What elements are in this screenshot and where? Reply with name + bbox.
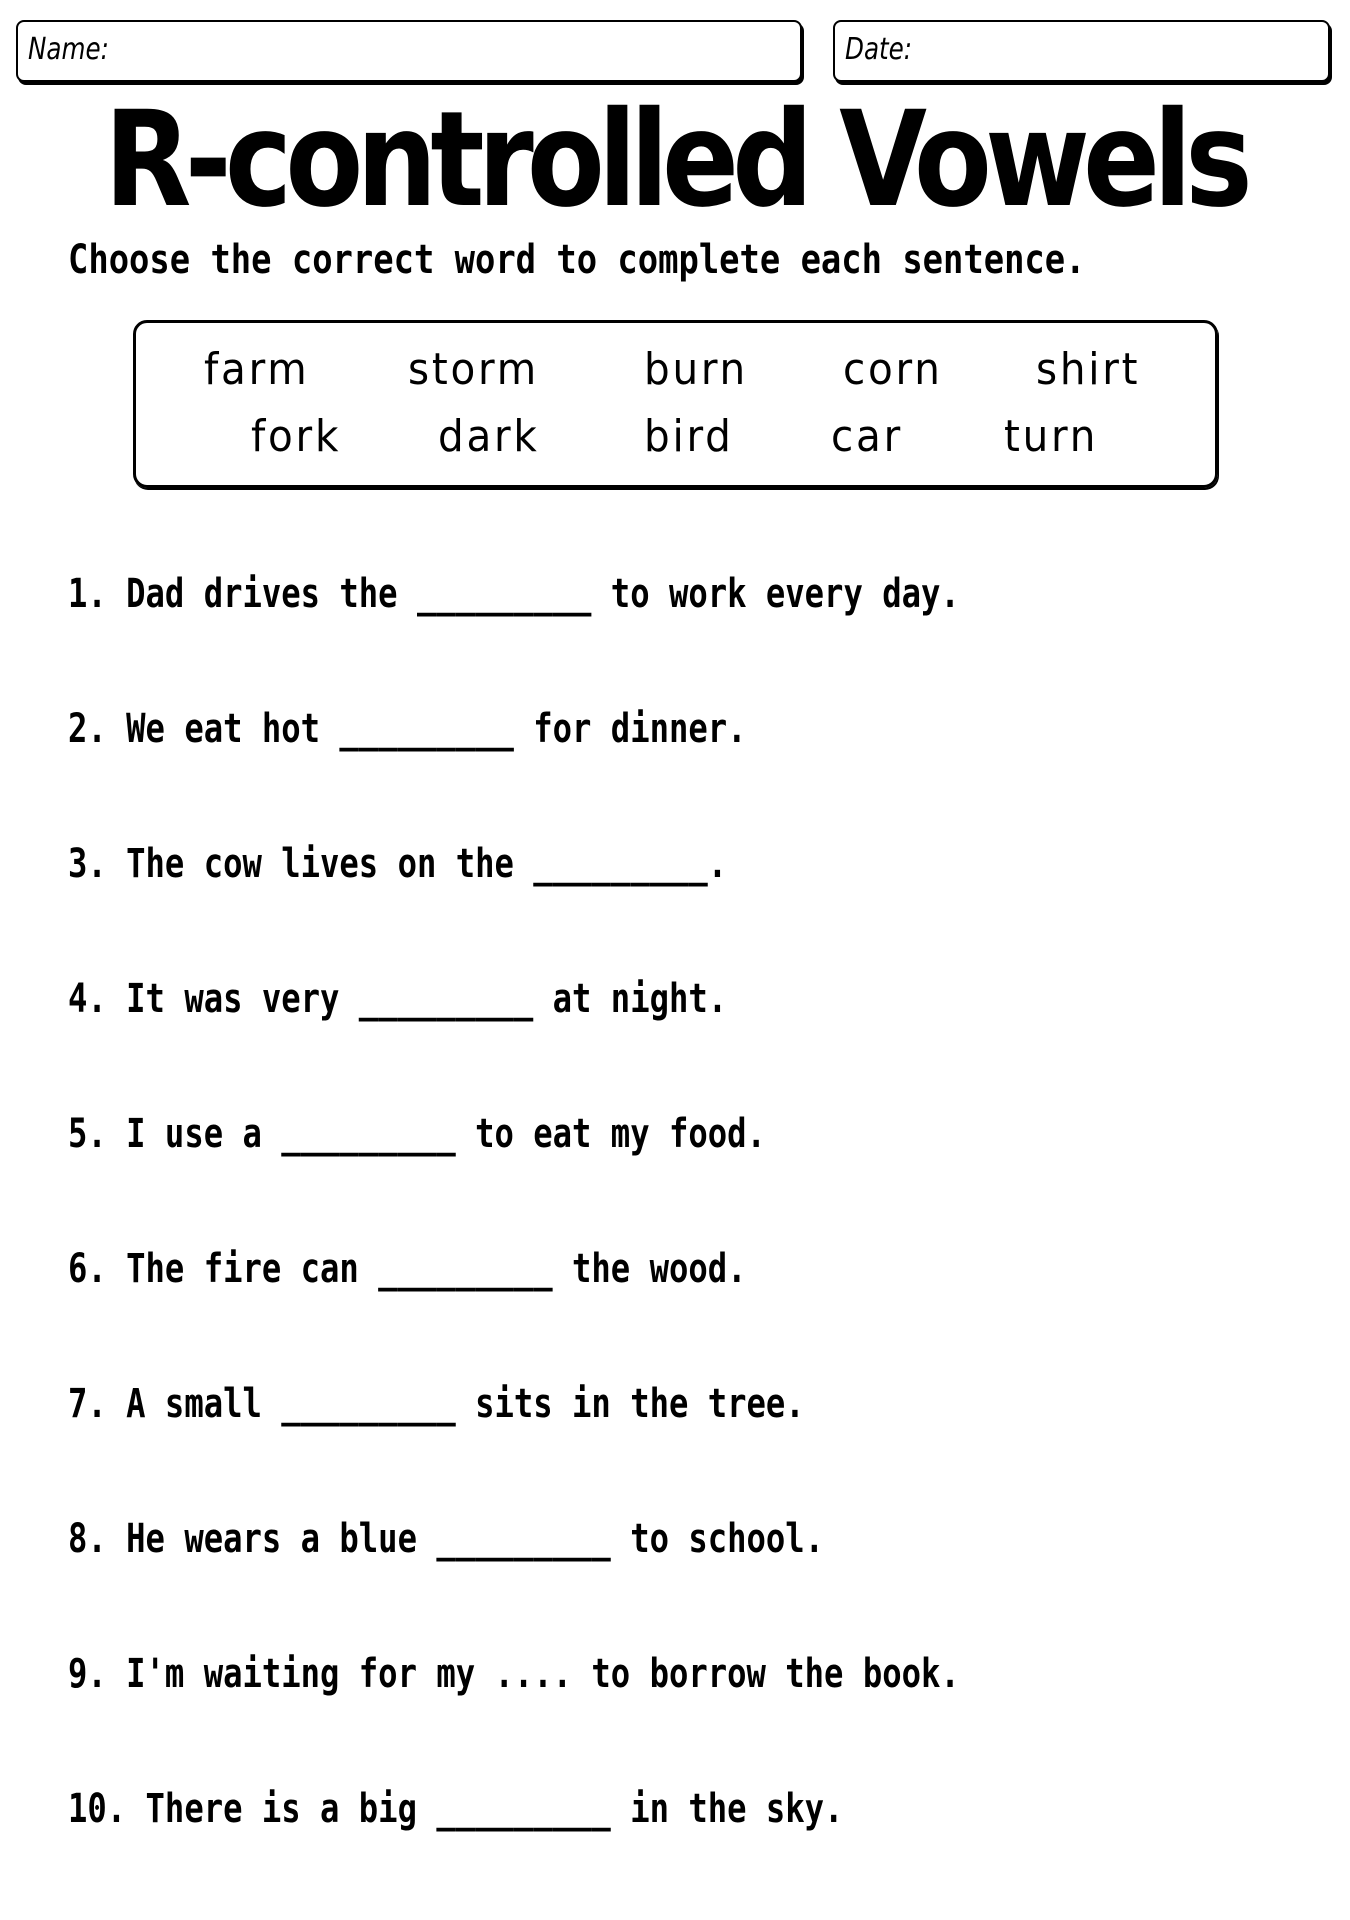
word-bank-item: turn <box>1004 411 1099 462</box>
sentence-10: 10. There is a big _________ in the sky. <box>68 1786 844 1832</box>
word-bank-item: fork <box>251 411 342 462</box>
word-bank-item: burn <box>644 344 748 395</box>
name-label: Name: <box>28 32 109 67</box>
date-label: Date: <box>845 32 913 67</box>
word-bank-item: dark <box>438 411 540 462</box>
sentence-5: 5. I use a _________ to eat my food. <box>68 1111 766 1157</box>
instructions: Choose the correct word to complete each sentence. <box>68 237 1086 283</box>
word-bank-item: shirt <box>1036 344 1141 395</box>
sentence-9: 9. I'm waiting for my .... to borrow the book. <box>68 1651 960 1697</box>
sentence-3: 3. The cow lives on the _________. <box>68 841 728 887</box>
sentence-7: 7. A small _________ sits in the tree. <box>68 1381 805 1427</box>
sentence-2: 2. We eat hot _________ for dinner. <box>68 706 747 752</box>
word-bank-item: bird <box>644 411 734 462</box>
name-field[interactable] <box>16 20 802 82</box>
date-field[interactable] <box>833 20 1330 82</box>
sentence-4: 4. It was very _________ at night. <box>68 976 728 1022</box>
word-bank-item: farm <box>204 344 310 395</box>
word-bank <box>133 320 1218 488</box>
sentence-6: 6. The fire can _________ the wood. <box>68 1246 747 1292</box>
word-bank-item: corn <box>843 344 943 395</box>
word-bank-item: storm <box>408 344 539 395</box>
sentence-8: 8. He wears a blue _________ to school. <box>68 1516 825 1562</box>
sentence-1: 1. Dad drives the _________ to work every day. <box>68 571 960 617</box>
worksheet-title: R-controlled Vowels <box>104 83 1246 237</box>
word-bank-item: car <box>831 411 903 462</box>
